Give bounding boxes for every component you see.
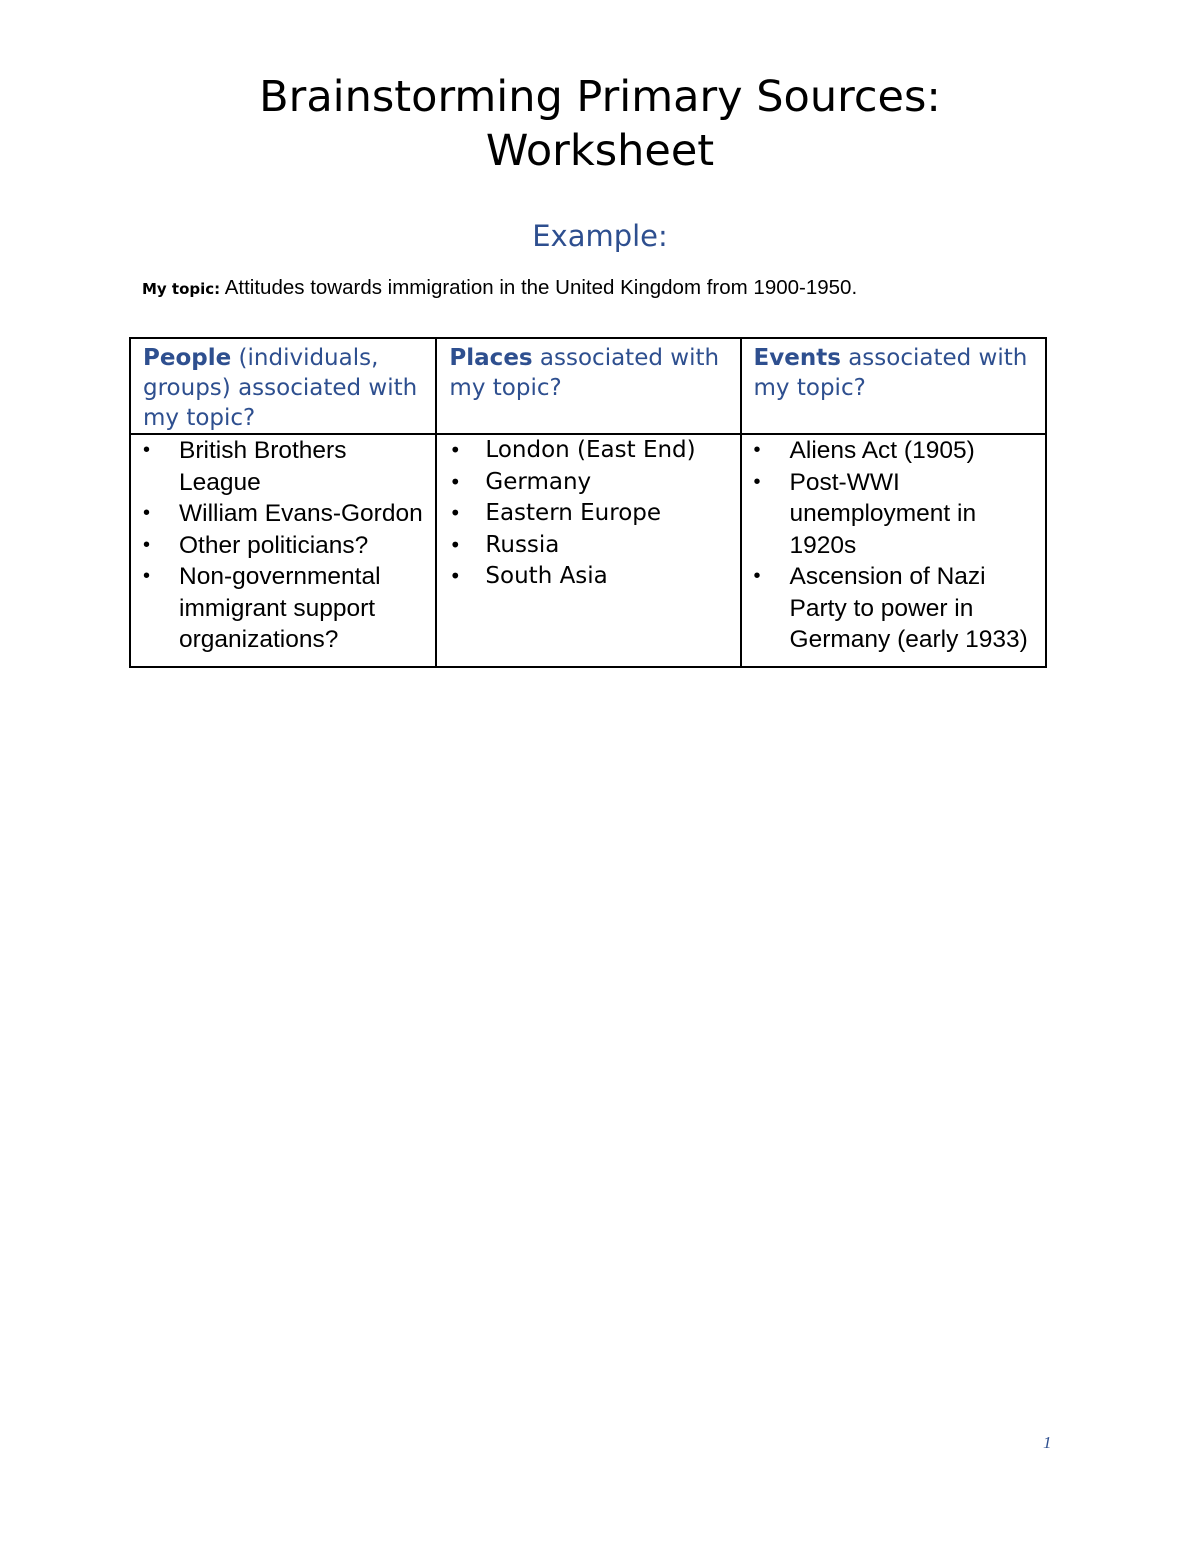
table-header-row — [130, 338, 1046, 434]
list-item-text: Post-WWI unemployment in 1920s — [789, 468, 977, 559]
table-body-row — [130, 434, 1046, 667]
list-item-text: South Asia — [485, 563, 608, 589]
list-item — [143, 498, 427, 530]
page-number: 1 — [1043, 1433, 1052, 1452]
bullet-icon: • — [449, 438, 462, 462]
list-item-text: Other politicians? — [179, 531, 369, 559]
places-cell — [436, 434, 740, 667]
brainstorm-table — [129, 337, 1047, 668]
header-cell-people — [130, 338, 436, 434]
header-rest: (individuals, groups) associated with my topic? — [143, 345, 418, 431]
list-item — [449, 498, 731, 530]
header-bold: Events — [753, 345, 841, 371]
header-cell-places — [436, 338, 740, 434]
people-cell — [130, 434, 436, 667]
list-item-text: Eastern Europe — [485, 500, 662, 526]
title-line-2: Worksheet — [485, 126, 715, 176]
list-item-text: London (East End) — [485, 437, 696, 463]
list-item-text: Non-governmental immigrant support organizations? — [179, 563, 381, 653]
list-item — [449, 435, 731, 467]
topic-value: Attitudes towards immigration in the United Kingdom from 1900-1950. — [220, 276, 858, 299]
header-bold: People — [143, 345, 232, 371]
bullet-icon: • — [753, 439, 761, 461]
topic-line — [142, 275, 857, 300]
bullet-icon: • — [449, 532, 462, 557]
bullet-icon: • — [449, 564, 462, 588]
bullet-icon: • — [449, 501, 462, 525]
list-item-text: Germany — [485, 468, 592, 495]
bullet-icon: • — [753, 565, 761, 587]
list-item — [143, 530, 427, 562]
bullet-icon: • — [143, 565, 151, 587]
people-list — [131, 435, 435, 666]
header-cell-events — [741, 338, 1046, 434]
example-heading: Example: — [532, 219, 668, 253]
list-item — [754, 467, 1037, 562]
document-title — [0, 70, 1200, 178]
header-bold: Places — [449, 345, 533, 371]
list-item-text: Aliens Act (1905) — [789, 437, 975, 464]
events-list — [742, 435, 1045, 666]
bullet-icon: • — [143, 533, 151, 556]
list-item-text: William Evans-Gordon — [179, 500, 423, 527]
bullet-icon: • — [753, 470, 761, 493]
list-item — [143, 561, 427, 656]
list-item-text: Ascension of Nazi Party to power in Germany (early 1933) — [789, 563, 1028, 653]
bullet-icon: • — [449, 469, 462, 494]
topic-label: My topic: — [142, 280, 221, 298]
list-item — [143, 435, 427, 498]
header-rest: associated with my topic? — [449, 345, 720, 401]
list-item-text: Russia — [485, 531, 560, 558]
header-rest: associated with my topic? — [753, 345, 1028, 401]
list-item — [754, 435, 1037, 467]
events-cell — [741, 434, 1046, 667]
list-item — [449, 561, 731, 593]
bullet-icon: • — [143, 439, 151, 461]
list-item — [449, 530, 731, 562]
list-item — [754, 561, 1037, 656]
places-list — [437, 435, 739, 603]
title-line-1: Brainstorming Primary Sources: — [259, 72, 941, 122]
bullet-icon: • — [143, 502, 151, 524]
list-item — [449, 467, 731, 499]
list-item-text: British Brothers League — [179, 437, 347, 496]
